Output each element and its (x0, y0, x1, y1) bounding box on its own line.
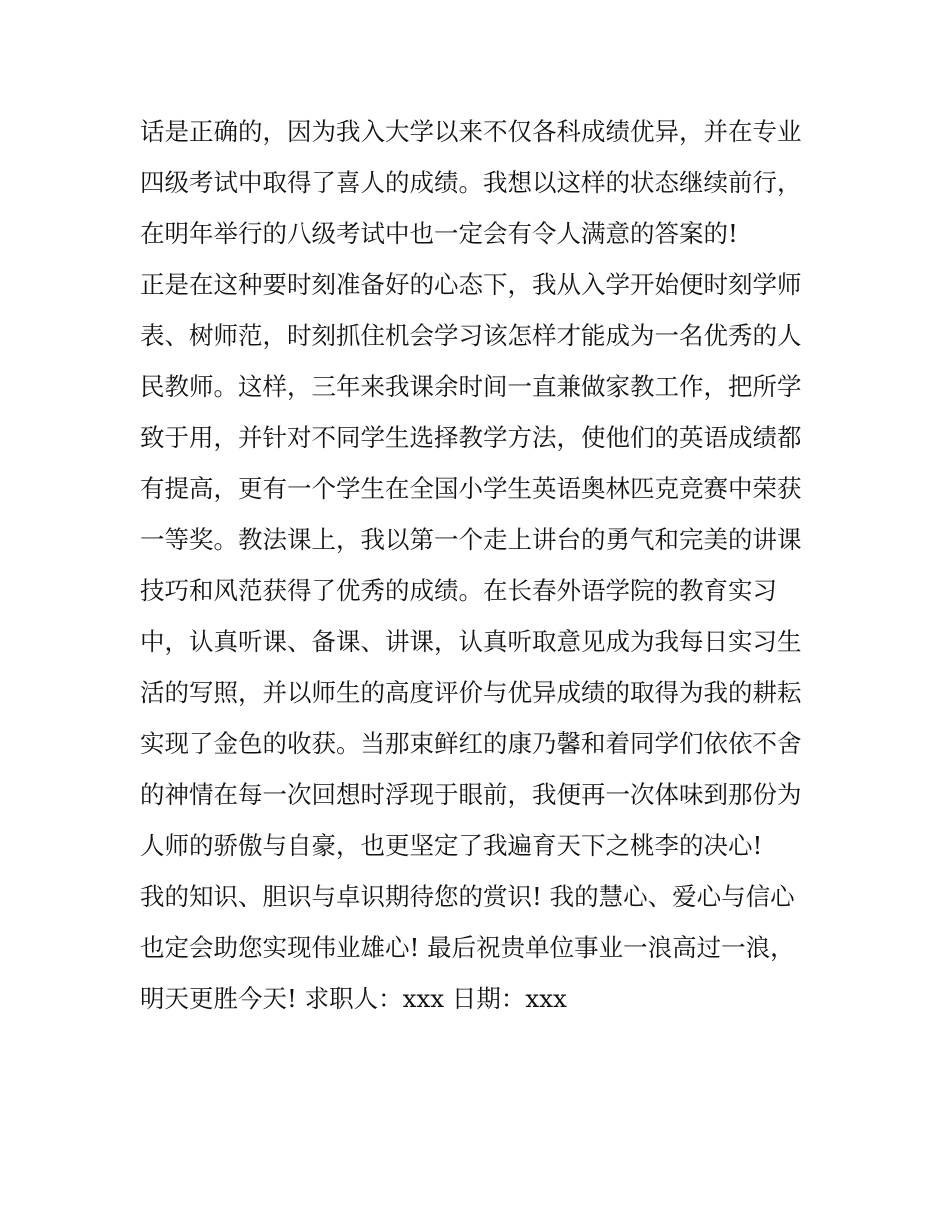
text-line: 正是在这种要时刻准备好的心态下，我从入学开始便时刻学师 (140, 270, 802, 299)
text-line: 明天更胜今天! 求职人：xxx 日期：xxx (140, 984, 567, 1013)
text-line: 中，认真听课、备课、讲课，认真听取意见成为我每日实习生 (140, 627, 802, 656)
text-line: 在明年举行的八级考试中也一定会有令人满意的答案的! (140, 219, 738, 248)
text-line: 人师的骄傲与自豪，也更坚定了我遍育天下之桃李的决心! (140, 831, 763, 860)
text-line: 也定会助您实现伟业雄心! 最后祝贵单位事业一浪高过一浪， (140, 933, 795, 962)
text-line: 技巧和风范获得了优秀的成绩。在长春外语学院的教育实习 (140, 576, 777, 605)
text-line: 活的写照，并以师生的高度评价与优异成绩的取得为我的耕耘 (140, 678, 802, 707)
text-line: 一等奖。教法课上，我以第一个走上讲台的勇气和完美的讲课 (140, 525, 802, 554)
text-line: 表、树师范，时刻抓住机会学习该怎样才能成为一名优秀的人 (140, 321, 802, 350)
text-line: 话是正确的，因为我入大学以来不仅各科成绩优异，并在专业 (140, 117, 802, 146)
text-line: 实现了金色的收获。当那束鲜红的康乃馨和着同学们依依不舍 (140, 729, 802, 758)
text-line: 四级考试中取得了喜人的成绩。我想以这样的状态继续前行， (140, 168, 802, 197)
text-line: 我的知识、胆识与卓识期待您的赏识! 我的慧心、爱心与信心 (140, 882, 795, 911)
text-line: 的神情在每一次回想时浮现于眼前，我便再一次体味到那份为 (140, 780, 802, 809)
text-line: 致于用，并针对不同学生选择教学方法，使他们的英语成绩都 (140, 423, 802, 452)
body-text (140, 106, 830, 1024)
text-line: 有提高，更有一个学生在全国小学生英语奥林匹克竞赛中荣获 (140, 474, 802, 503)
text-line: 民教师。这样，三年来我课余时间一直兼做家教工作，把所学 (140, 372, 802, 401)
